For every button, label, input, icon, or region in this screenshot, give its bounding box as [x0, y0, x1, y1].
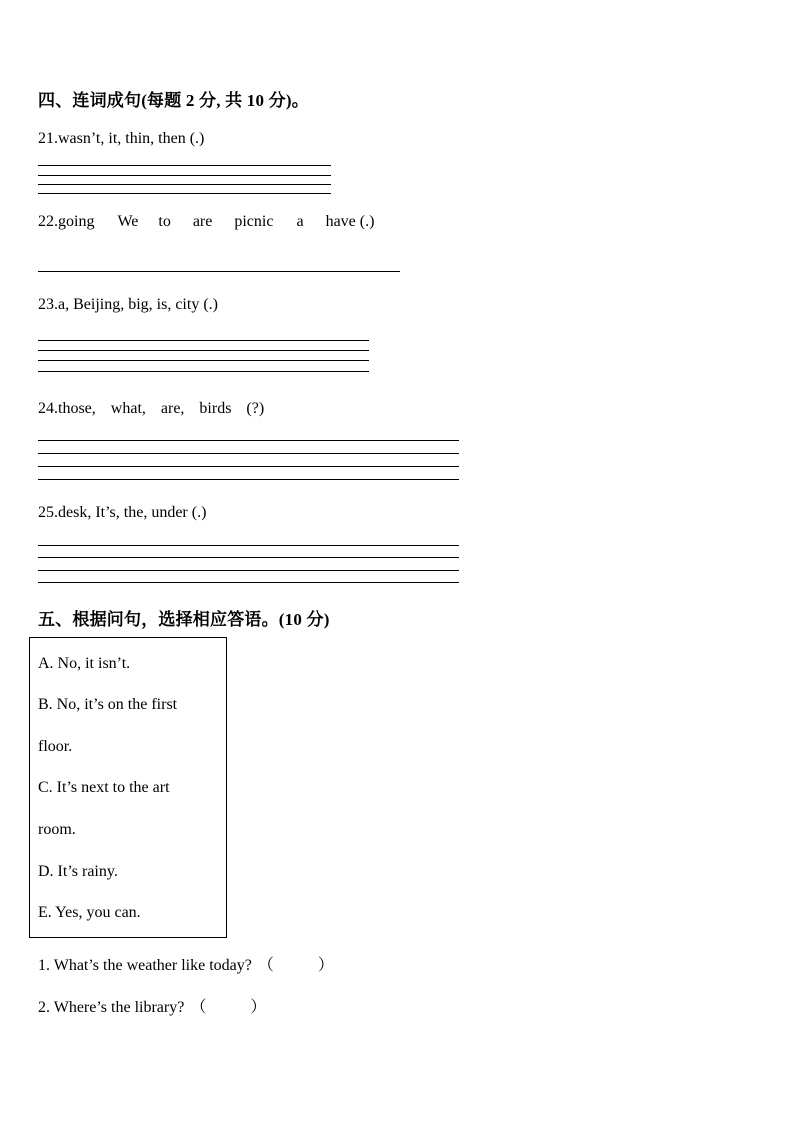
option-c: C. It’s next to the art	[38, 779, 170, 796]
question-word: have (.)	[325, 213, 375, 230]
question-word: going	[58, 213, 95, 230]
question-words: wasn’t, it, thin, then (.)	[58, 130, 205, 147]
question-word: those,	[58, 400, 96, 417]
question-number: 24.	[38, 400, 58, 417]
answer-line	[38, 165, 331, 166]
answer-open-paren: （	[190, 999, 207, 1016]
answer-line	[38, 350, 369, 351]
answer-line	[38, 371, 369, 372]
option-b-continued: floor.	[38, 738, 73, 755]
answer-line	[38, 545, 459, 546]
question-21	[38, 130, 204, 148]
question-24	[38, 400, 264, 418]
question-words: desk, It’s, the, under (.)	[58, 504, 207, 521]
answer-close-paren: ）	[250, 999, 267, 1016]
question-word: are	[192, 213, 213, 230]
section-4-title: 四、连词成句(每题 2 分, 共 10 分)。	[38, 91, 309, 110]
answer-line	[38, 175, 331, 176]
answer-line	[38, 271, 400, 272]
option-b: B. No, it’s on the first	[38, 696, 178, 713]
question-number: 23.	[38, 296, 58, 313]
question-text: 2. Where’s the library?	[38, 999, 185, 1016]
answer-line	[38, 340, 369, 341]
answer-close-paren: ）	[317, 957, 334, 974]
option-d: D. It’s rainy.	[38, 863, 118, 880]
answer-line	[38, 479, 459, 480]
answer-line	[38, 193, 331, 194]
answer-line	[38, 582, 459, 583]
question-word: We	[117, 213, 139, 230]
question-word: to	[158, 213, 171, 230]
question-22	[38, 213, 374, 231]
matching-question-1	[38, 952, 334, 975]
question-23	[38, 296, 218, 314]
question-number: 21.	[38, 130, 58, 147]
question-word: are,	[160, 400, 185, 417]
option-a: A. No, it isn’t.	[38, 655, 131, 672]
answer-line	[38, 570, 459, 571]
option-e: E. Yes, you can.	[38, 904, 141, 921]
question-text: 1. What’s the weather like today?	[38, 957, 252, 974]
question-word: (?)	[246, 400, 265, 417]
question-words: a, Beijing, big, is, city (.)	[58, 296, 218, 313]
matching-question-2	[38, 994, 266, 1017]
question-word: birds	[199, 400, 232, 417]
answer-line	[38, 466, 459, 467]
question-number: 22.	[38, 213, 58, 230]
answer-line	[38, 557, 459, 558]
answer-open-paren: （	[257, 957, 274, 974]
question-number: 25.	[38, 504, 58, 521]
answer-line	[38, 453, 459, 454]
answer-line	[38, 440, 459, 441]
option-c-continued: room.	[38, 821, 76, 838]
answer-line	[38, 360, 369, 361]
question-25	[38, 504, 206, 522]
answer-line	[38, 184, 331, 185]
question-word: what,	[110, 400, 146, 417]
question-word: a	[296, 213, 304, 230]
question-word: picnic	[234, 213, 274, 230]
section-5-title: 五、根据问句，选择相应答语。(10 分)	[38, 610, 330, 629]
